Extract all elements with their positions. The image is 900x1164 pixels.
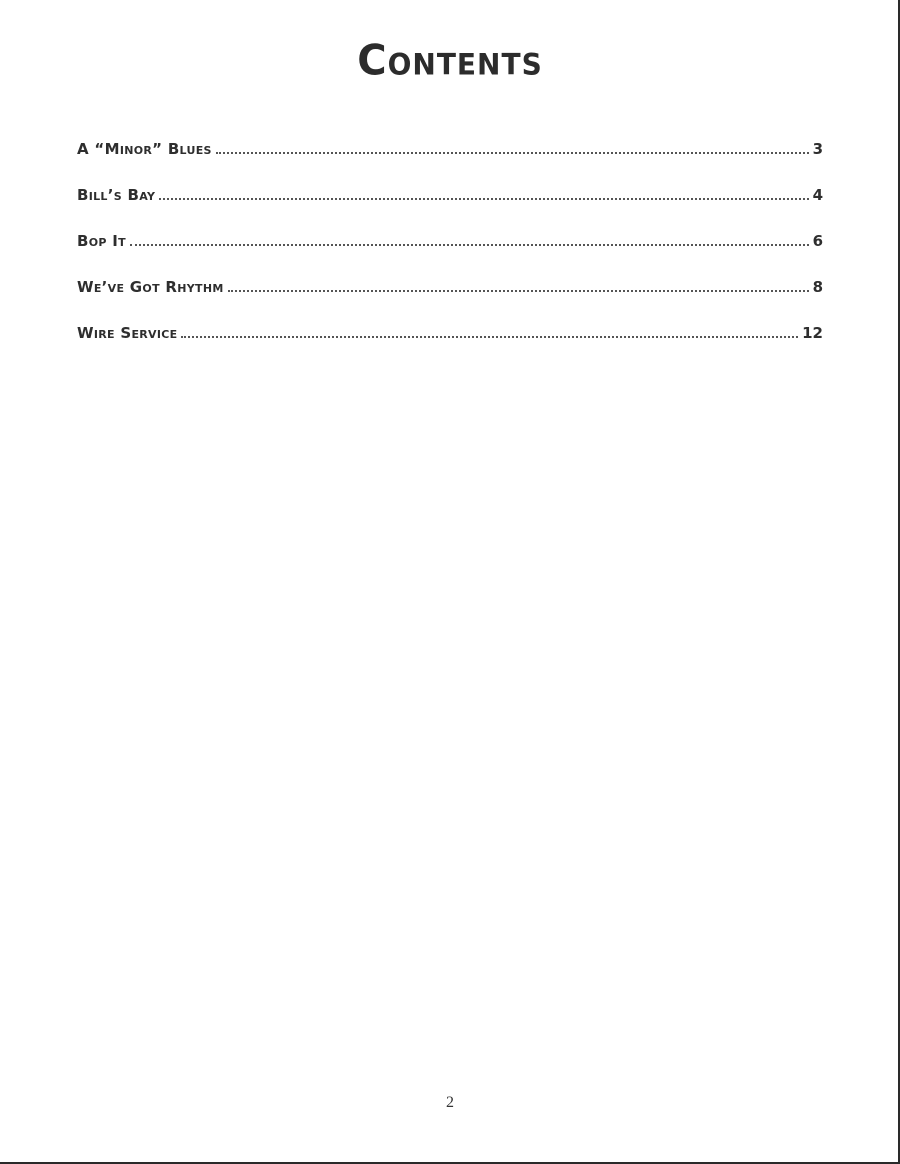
toc-leader-dots (130, 243, 809, 246)
table-of-contents (77, 112, 823, 342)
toc-entry-page: 3 (812, 140, 823, 158)
toc-entry-page: 4 (812, 186, 823, 204)
toc-entry[interactable] (77, 250, 823, 296)
toc-entry-title: Wire Service (77, 324, 178, 342)
toc-leader-dots (159, 197, 808, 200)
toc-entry-page: 8 (812, 278, 823, 296)
toc-leader-dots (181, 335, 798, 338)
toc-entry-title: Bop It (77, 232, 126, 250)
toc-entry-title: A “Minor” Blues (77, 140, 212, 158)
toc-entry[interactable] (77, 112, 823, 158)
toc-entry[interactable] (77, 296, 823, 342)
toc-leader-dots (216, 151, 809, 154)
toc-entry-page: 6 (812, 232, 823, 250)
toc-leader-dots (228, 289, 809, 292)
toc-entry-title: Bill’s Bay (77, 186, 156, 204)
toc-entry[interactable] (77, 158, 823, 204)
toc-entry-page: 12 (802, 324, 823, 342)
toc-entry-title: We’ve Got Rhythm (77, 278, 224, 296)
page-title: Contents (357, 36, 543, 86)
page-number: 2 (446, 1094, 454, 1111)
toc-entry[interactable] (77, 204, 823, 250)
